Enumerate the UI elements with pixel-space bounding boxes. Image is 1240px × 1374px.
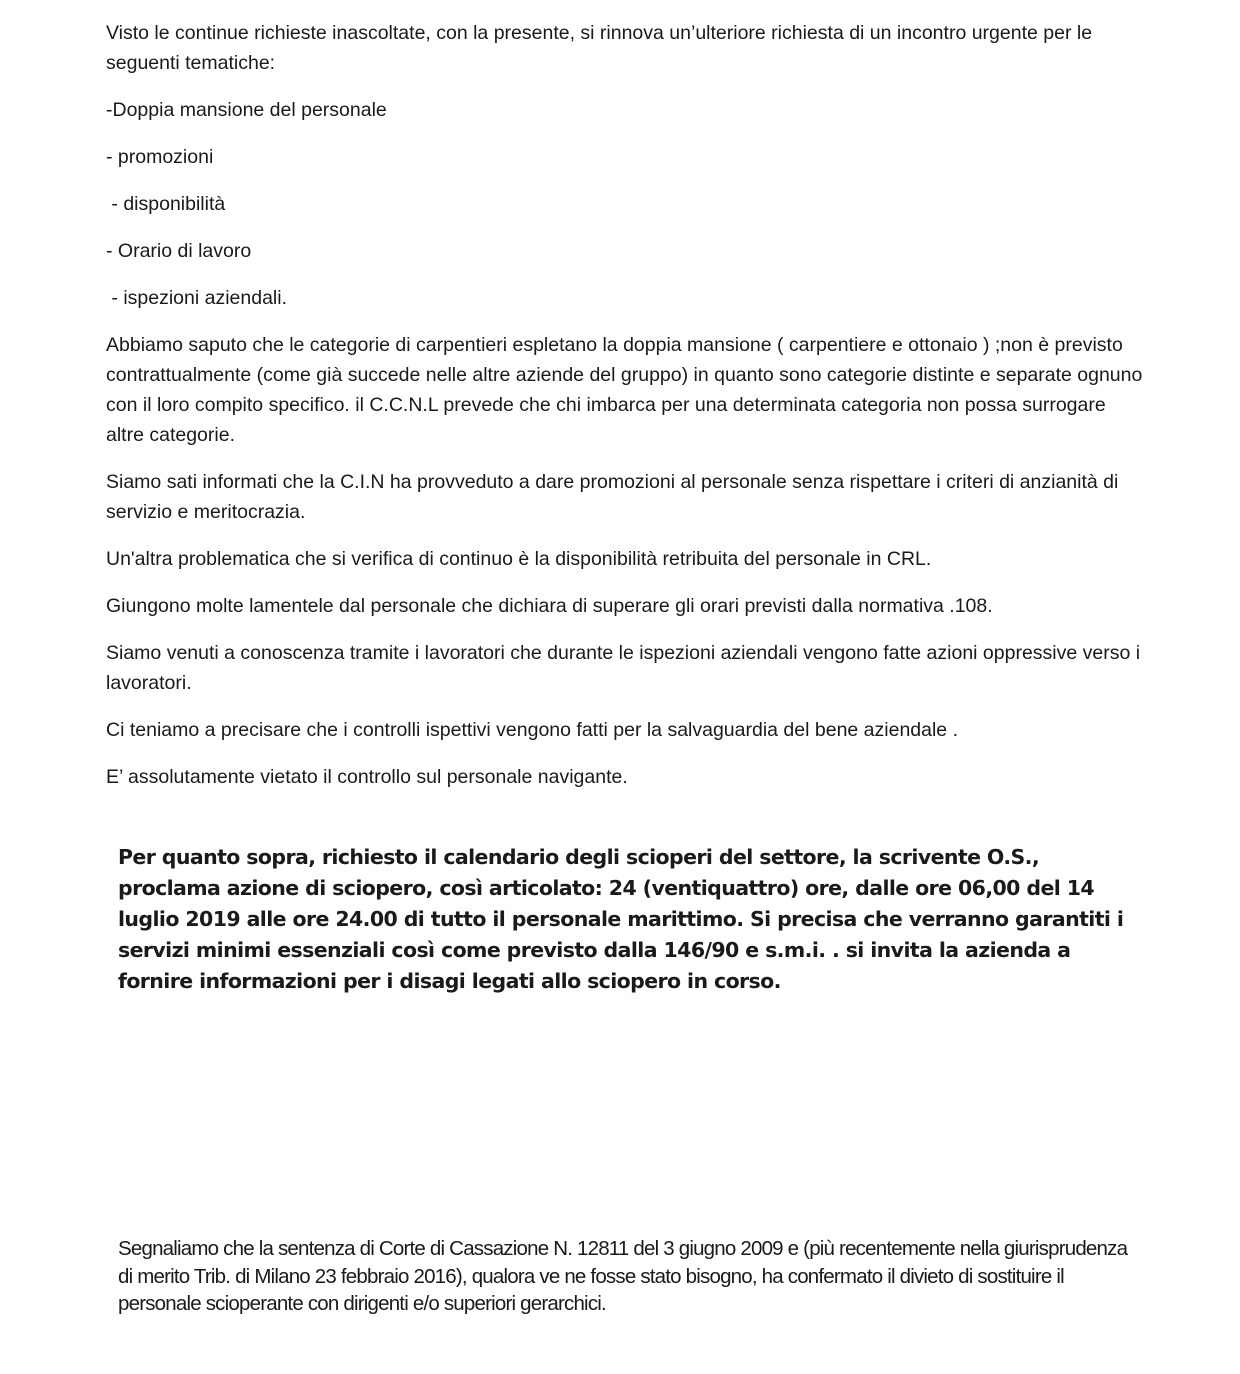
topic-item: -Doppia mansione del personale [106,99,387,121]
legal-note: Segnaliamo che la sentenza di Corte di Cassazione N. 12811 del 3 giugno 2009 e (più recentemente nella giurisprudenza di merito Trib. di Milano 23 febbraio 2016), qualora ve ne fosse stato bisogno, ha confermato il divieto di sostituire il personale scioperante con dirigenti e/o superiori gerarchici. [118,1237,1128,1315]
availability-paragraph: Un'altra problematica che si verifica di continuo è la disponibilità retribuita del personale in CRL. [106,548,932,570]
topic-item: - ispezioni aziendali. [106,287,288,309]
inspections-paragraph: Siamo venuti a conoscenza tramite i lavoratori che durante le ispezioni aziendali vengono fatte azioni oppressive verso i lavoratori. [106,642,1141,694]
topic-item: - disponibilità [106,193,226,215]
working-hours-paragraph: Giungono molte lamentele dal personale che dichiara di superare gli orari previsti dalla normativa .108. [106,595,993,617]
topic-item: - promozioni [106,146,214,168]
letter-body [106,18,1146,809]
double-duty-paragraph: Abbiamo saputo che le categorie di carpentieri espletano la doppia mansione ( carpentiere e ottonaio ) ;non è previsto contrattualmente (come già succede nelle altre aziende del gruppo) in quanto sono categorie distinte e separate ognuno con il loro compito specifico. il C.C.N.L prevede che chi imbarca per una determinata categoria non possa surrogare altre categorie. [106,334,1143,446]
inspections-purpose-paragraph: Ci teniamo a precisare che i controlli ispettivi vengono fatti per la salvaguardia del bene aziendale . [106,719,958,741]
strike-notice: Per quanto sopra, richiesto il calendario degli scioperi del settore, la scrivente O.S., proclama azione di sciopero, così articolato: 24 (ventiquattro) ore, dalle ore 06,00 del 14 luglio 2019 alle ore 24.00 di tutto il personale marittimo. Si precisa che verranno garantiti i servizi minimi essenziali così come previsto dalla 146/90 e s.m.i. . si invita la azienda a fornire informazioni per i disagi legati allo sciopero in corso. [118,845,1124,993]
promotions-paragraph: Siamo sati informati che la C.I.N ha provveduto a dare promozioni al personale senza rispettare i criteri di anzianità di servizio e meritocrazia. [106,471,1119,523]
topic-item: - Orario di lavoro [106,240,252,262]
control-prohibition-paragraph: E’ assolutamente vietato il controllo sul personale navigante. [106,766,628,788]
topic-list [106,95,1146,313]
intro-paragraph: Visto le continue richieste inascoltate, con la presente, si rinnova un’ulteriore richiesta di un incontro urgente per le seguenti tematiche: [106,22,1093,74]
